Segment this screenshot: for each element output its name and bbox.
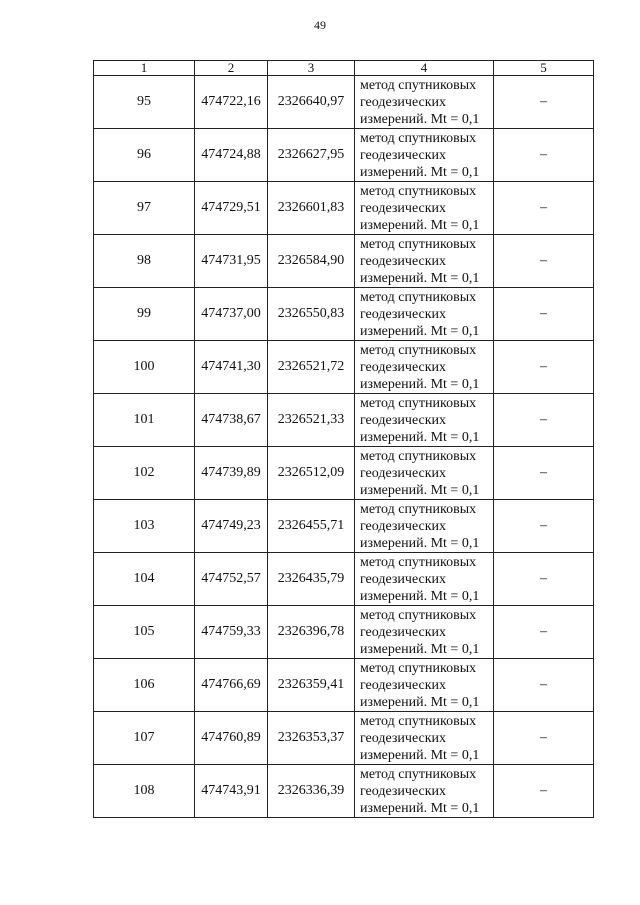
note-cell: – [494, 447, 594, 500]
note-cell: – [494, 606, 594, 659]
method-text-line: измерений. Mt = 0,1 [360, 323, 480, 339]
method-text-line: геодезических [360, 783, 447, 799]
method-text-line: геодезических [360, 730, 447, 746]
table-row [94, 712, 594, 765]
table-header-row [94, 61, 594, 76]
method-text-line: измерений. Mt = 0,1 [360, 694, 480, 710]
table-row [94, 553, 594, 606]
method-text-line: геодезических [360, 465, 447, 481]
method-text-line: измерений. Mt = 0,1 [360, 800, 480, 816]
point-number-cell: 105 [94, 606, 195, 659]
y-coordinate-cell: 2326521,33 [268, 394, 355, 447]
note-cell: – [494, 76, 594, 129]
point-number-cell: 107 [94, 712, 195, 765]
method-cell [355, 129, 494, 182]
note-cell: – [494, 394, 594, 447]
method-text-line: метод спутниковых [360, 77, 477, 93]
method-text-line: измерений. Mt = 0,1 [360, 641, 480, 657]
method-text-line: измерений. Mt = 0,1 [360, 270, 480, 286]
y-coordinate-cell: 2326336,39 [268, 765, 355, 818]
method-text-line: измерений. Mt = 0,1 [360, 217, 480, 233]
point-number-cell: 99 [94, 288, 195, 341]
note-cell: – [494, 341, 594, 394]
table-row [94, 447, 594, 500]
column-header: 1 [94, 61, 195, 76]
method-text-line: метод спутниковых [360, 130, 477, 146]
table-row [94, 606, 594, 659]
method-cell [355, 341, 494, 394]
y-coordinate-cell: 2326627,95 [268, 129, 355, 182]
method-cell [355, 447, 494, 500]
table-row [94, 394, 594, 447]
method-cell [355, 76, 494, 129]
y-coordinate-cell: 2326396,78 [268, 606, 355, 659]
y-coordinate-cell: 2326435,79 [268, 553, 355, 606]
method-text-line: геодезических [360, 677, 447, 693]
method-text-line: метод спутниковых [360, 607, 477, 623]
method-text-line: метод спутниковых [360, 236, 477, 252]
method-text-line: измерений. Mt = 0,1 [360, 111, 480, 127]
table-row [94, 76, 594, 129]
method-text-line: метод спутниковых [360, 342, 477, 358]
method-text-line: метод спутниковых [360, 554, 477, 570]
x-coordinate-cell: 474737,00 [195, 288, 268, 341]
method-cell [355, 659, 494, 712]
y-coordinate-cell: 2326550,83 [268, 288, 355, 341]
method-text-line: геодезических [360, 94, 447, 110]
note-cell: – [494, 129, 594, 182]
y-coordinate-cell: 2326601,83 [268, 182, 355, 235]
method-text-line: метод спутниковых [360, 660, 477, 676]
method-text-line: измерений. Mt = 0,1 [360, 535, 480, 551]
point-number-cell: 97 [94, 182, 195, 235]
y-coordinate-cell: 2326512,09 [268, 447, 355, 500]
column-header: 2 [195, 61, 268, 76]
method-cell [355, 553, 494, 606]
x-coordinate-cell: 474766,69 [195, 659, 268, 712]
note-cell: – [494, 288, 594, 341]
point-number-cell: 101 [94, 394, 195, 447]
note-cell: – [494, 235, 594, 288]
column-header: 5 [494, 61, 594, 76]
method-text-line: метод спутниковых [360, 395, 477, 411]
method-text-line: геодезических [360, 306, 447, 322]
method-text-line: метод спутниковых [360, 713, 477, 729]
method-text-line: измерений. Mt = 0,1 [360, 747, 480, 763]
method-cell [355, 765, 494, 818]
method-cell [355, 606, 494, 659]
x-coordinate-cell: 474760,89 [195, 712, 268, 765]
method-cell [355, 288, 494, 341]
method-text-line: геодезических [360, 253, 447, 269]
method-text-line: метод спутниковых [360, 183, 477, 199]
point-number-cell: 95 [94, 76, 195, 129]
table-row [94, 500, 594, 553]
table-row [94, 765, 594, 818]
y-coordinate-cell: 2326584,90 [268, 235, 355, 288]
y-coordinate-cell: 2326521,72 [268, 341, 355, 394]
method-text-line: измерений. Mt = 0,1 [360, 482, 480, 498]
method-text-line: геодезических [360, 518, 447, 534]
method-text-line: метод спутниковых [360, 501, 477, 517]
method-cell [355, 500, 494, 553]
x-coordinate-cell: 474722,16 [195, 76, 268, 129]
method-text-line: измерений. Mt = 0,1 [360, 164, 480, 180]
x-coordinate-cell: 474759,33 [195, 606, 268, 659]
method-text-line: геодезических [360, 147, 447, 163]
method-text-line: измерений. Mt = 0,1 [360, 376, 480, 392]
method-text-line: геодезических [360, 624, 447, 640]
table-row [94, 341, 594, 394]
note-cell: – [494, 765, 594, 818]
x-coordinate-cell: 474739,89 [195, 447, 268, 500]
point-number-cell: 106 [94, 659, 195, 712]
note-cell: – [494, 659, 594, 712]
table-row [94, 182, 594, 235]
table-row [94, 129, 594, 182]
method-cell [355, 712, 494, 765]
note-cell: – [494, 182, 594, 235]
x-coordinate-cell: 474738,67 [195, 394, 268, 447]
method-text-line: метод спутниковых [360, 766, 477, 782]
x-coordinate-cell: 474729,51 [195, 182, 268, 235]
page-number: 49 [314, 18, 326, 32]
y-coordinate-cell: 2326359,41 [268, 659, 355, 712]
x-coordinate-cell: 474743,91 [195, 765, 268, 818]
x-coordinate-cell: 474741,30 [195, 341, 268, 394]
method-text-line: геодезических [360, 571, 447, 587]
method-text-line: геодезических [360, 359, 447, 375]
table-row [94, 659, 594, 712]
point-number-cell: 98 [94, 235, 195, 288]
method-text-line: метод спутниковых [360, 448, 477, 464]
point-number-cell: 104 [94, 553, 195, 606]
column-header: 3 [268, 61, 355, 76]
x-coordinate-cell: 474724,88 [195, 129, 268, 182]
table-row [94, 288, 594, 341]
note-cell: – [494, 500, 594, 553]
method-text-line: геодезических [360, 200, 447, 216]
x-coordinate-cell: 474752,57 [195, 553, 268, 606]
point-number-cell: 102 [94, 447, 195, 500]
table-body [94, 76, 594, 818]
method-text-line: измерений. Mt = 0,1 [360, 588, 480, 604]
y-coordinate-cell: 2326455,71 [268, 500, 355, 553]
x-coordinate-cell: 474749,23 [195, 500, 268, 553]
point-number-cell: 108 [94, 765, 195, 818]
point-number-cell: 100 [94, 341, 195, 394]
table-row [94, 235, 594, 288]
y-coordinate-cell: 2326353,37 [268, 712, 355, 765]
y-coordinate-cell: 2326640,97 [268, 76, 355, 129]
method-cell [355, 394, 494, 447]
method-text-line: измерений. Mt = 0,1 [360, 429, 480, 445]
method-text-line: геодезических [360, 412, 447, 428]
point-number-cell: 103 [94, 500, 195, 553]
coordinates-table [93, 60, 594, 818]
point-number-cell: 96 [94, 129, 195, 182]
method-text-line: метод спутниковых [360, 289, 477, 305]
method-cell [355, 182, 494, 235]
x-coordinate-cell: 474731,95 [195, 235, 268, 288]
note-cell: – [494, 712, 594, 765]
method-cell [355, 235, 494, 288]
column-header: 4 [355, 61, 494, 76]
note-cell: – [494, 553, 594, 606]
